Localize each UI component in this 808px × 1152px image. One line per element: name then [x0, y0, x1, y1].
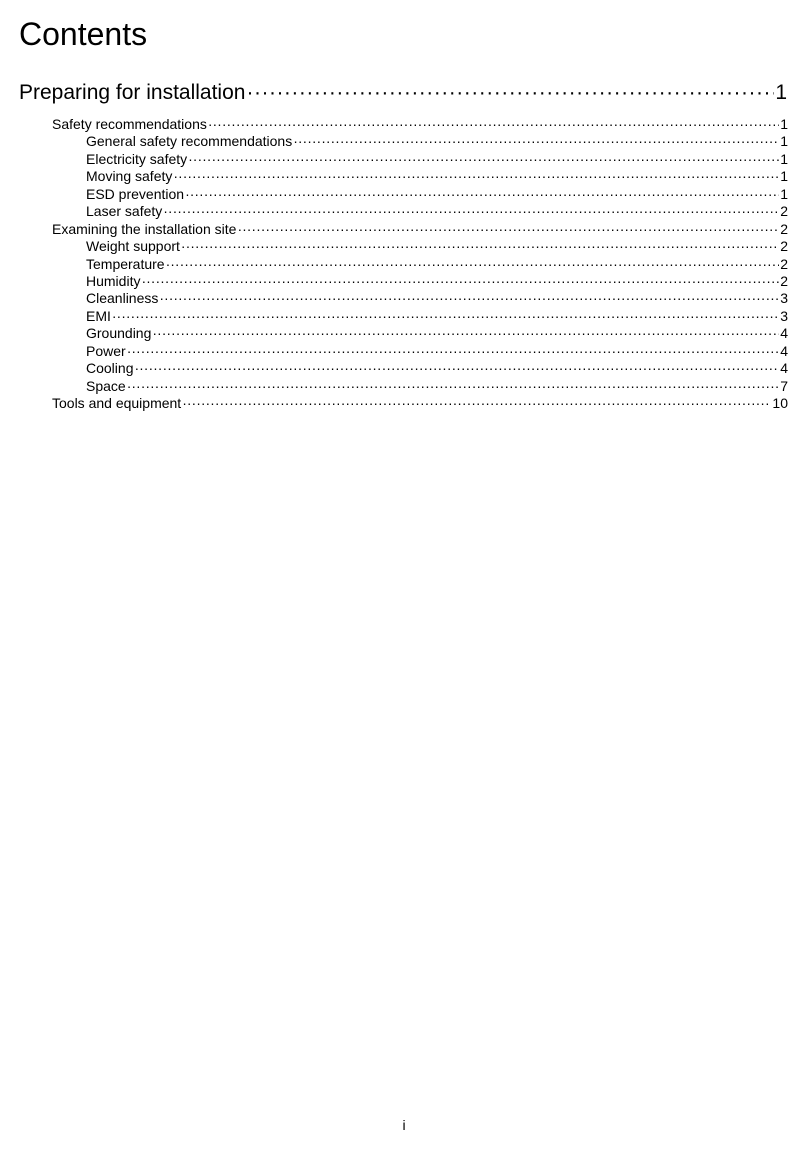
toc-dot-leader [185, 186, 779, 203]
toc-dot-leader [293, 133, 779, 150]
toc-entry-page: 1 [775, 81, 787, 104]
toc-entry-page: 10 [772, 395, 788, 411]
toc-dot-leader [208, 116, 779, 133]
toc-entry-grounding[interactable] [0, 325, 808, 342]
toc-entry-weight-support[interactable] [0, 238, 808, 255]
toc-entry-page: 2 [780, 272, 788, 289]
toc-dot-leader [141, 273, 779, 290]
toc-entry-page: 1 [780, 168, 788, 185]
toc-entry-label: Space [86, 377, 126, 394]
toc-entry-label: Preparing for installation [19, 81, 246, 104]
toc-entry-label: EMI [86, 307, 111, 324]
toc-entry-moving-safety[interactable] [0, 168, 808, 185]
toc-entry-label: Moving safety [86, 168, 173, 185]
toc-entry-page: 1 [780, 150, 788, 167]
toc-entry-cooling[interactable] [0, 360, 808, 377]
toc-entry-page: 1 [780, 116, 788, 132]
toc-entry-power[interactable] [0, 343, 808, 360]
toc-entry-label: General safety recommendations [86, 133, 293, 150]
toc-entry-page: 2 [780, 203, 788, 220]
toc-entry-examining-the-installation-site[interactable] [0, 221, 808, 238]
toc-dot-leader [159, 290, 779, 307]
toc-entry-page: 2 [780, 220, 788, 237]
toc-dot-leader [181, 238, 779, 255]
toc-entry-label: Electricity safety [86, 150, 188, 167]
toc-entry-label: Safety recommendations [52, 116, 207, 132]
toc-dot-leader [163, 203, 779, 220]
toc-entry-label: Tools and equipment [52, 395, 182, 411]
toc-entry-label: Humidity [86, 272, 141, 289]
toc-entry-general-safety-recommendations[interactable] [0, 133, 808, 150]
toc-entry-label: Power [86, 342, 126, 359]
toc-entry-page: 3 [780, 290, 788, 307]
toc-entry-page: 1 [780, 185, 788, 202]
toc-entry-preparing-for-installation[interactable] [0, 78, 808, 108]
toc-entry-label: Weight support [86, 238, 180, 255]
toc-entry-label: Cooling [86, 360, 134, 377]
toc-entry-emi[interactable] [0, 308, 808, 325]
toc-entry-page: 4 [780, 342, 788, 359]
toc-dot-leader [173, 168, 779, 185]
page-title: Contents [19, 16, 148, 52]
toc-entry-safety-recommendations[interactable] [0, 116, 808, 133]
table-of-contents [0, 78, 808, 412]
toc-entry-label: Grounding [86, 325, 152, 342]
toc-entry-label: Temperature [86, 255, 165, 272]
toc-entry-page: 3 [780, 307, 788, 324]
toc-entry-page: 2 [780, 255, 788, 272]
toc-dot-leader [134, 360, 779, 377]
toc-entry-page: 7 [780, 377, 788, 394]
toc-entry-label: Cleanliness [86, 290, 159, 307]
toc-dot-leader [127, 343, 780, 360]
toc-dot-leader [237, 221, 779, 238]
toc-entry-label: Examining the installation site [52, 220, 237, 237]
toc-dot-leader [152, 325, 779, 342]
toc-entry-label: Laser safety [86, 203, 163, 220]
toc-dot-leader [127, 378, 780, 395]
toc-entry-cleanliness[interactable] [0, 290, 808, 307]
toc-entry-page: 2 [780, 238, 788, 255]
page-number-footer: i [402, 1117, 406, 1133]
toc-entry-page: 4 [780, 360, 788, 377]
toc-entry-laser-safety[interactable] [0, 203, 808, 220]
toc-entry-tools-and-equipment[interactable] [0, 395, 808, 412]
toc-entry-space[interactable] [0, 378, 808, 395]
toc-dot-leader [188, 151, 779, 168]
toc-dot-leader [246, 78, 774, 108]
toc-dot-leader [112, 308, 779, 325]
toc-entry-esd-prevention[interactable] [0, 186, 808, 203]
toc-dot-leader [166, 256, 780, 273]
toc-dot-leader [182, 395, 771, 412]
toc-entry-page: 4 [780, 325, 788, 342]
toc-entry-electricity-safety[interactable] [0, 151, 808, 168]
toc-entry-temperature[interactable] [0, 256, 808, 273]
toc-entry-page: 1 [780, 133, 788, 150]
toc-entry-humidity[interactable] [0, 273, 808, 290]
toc-entry-label: ESD prevention [86, 185, 185, 202]
